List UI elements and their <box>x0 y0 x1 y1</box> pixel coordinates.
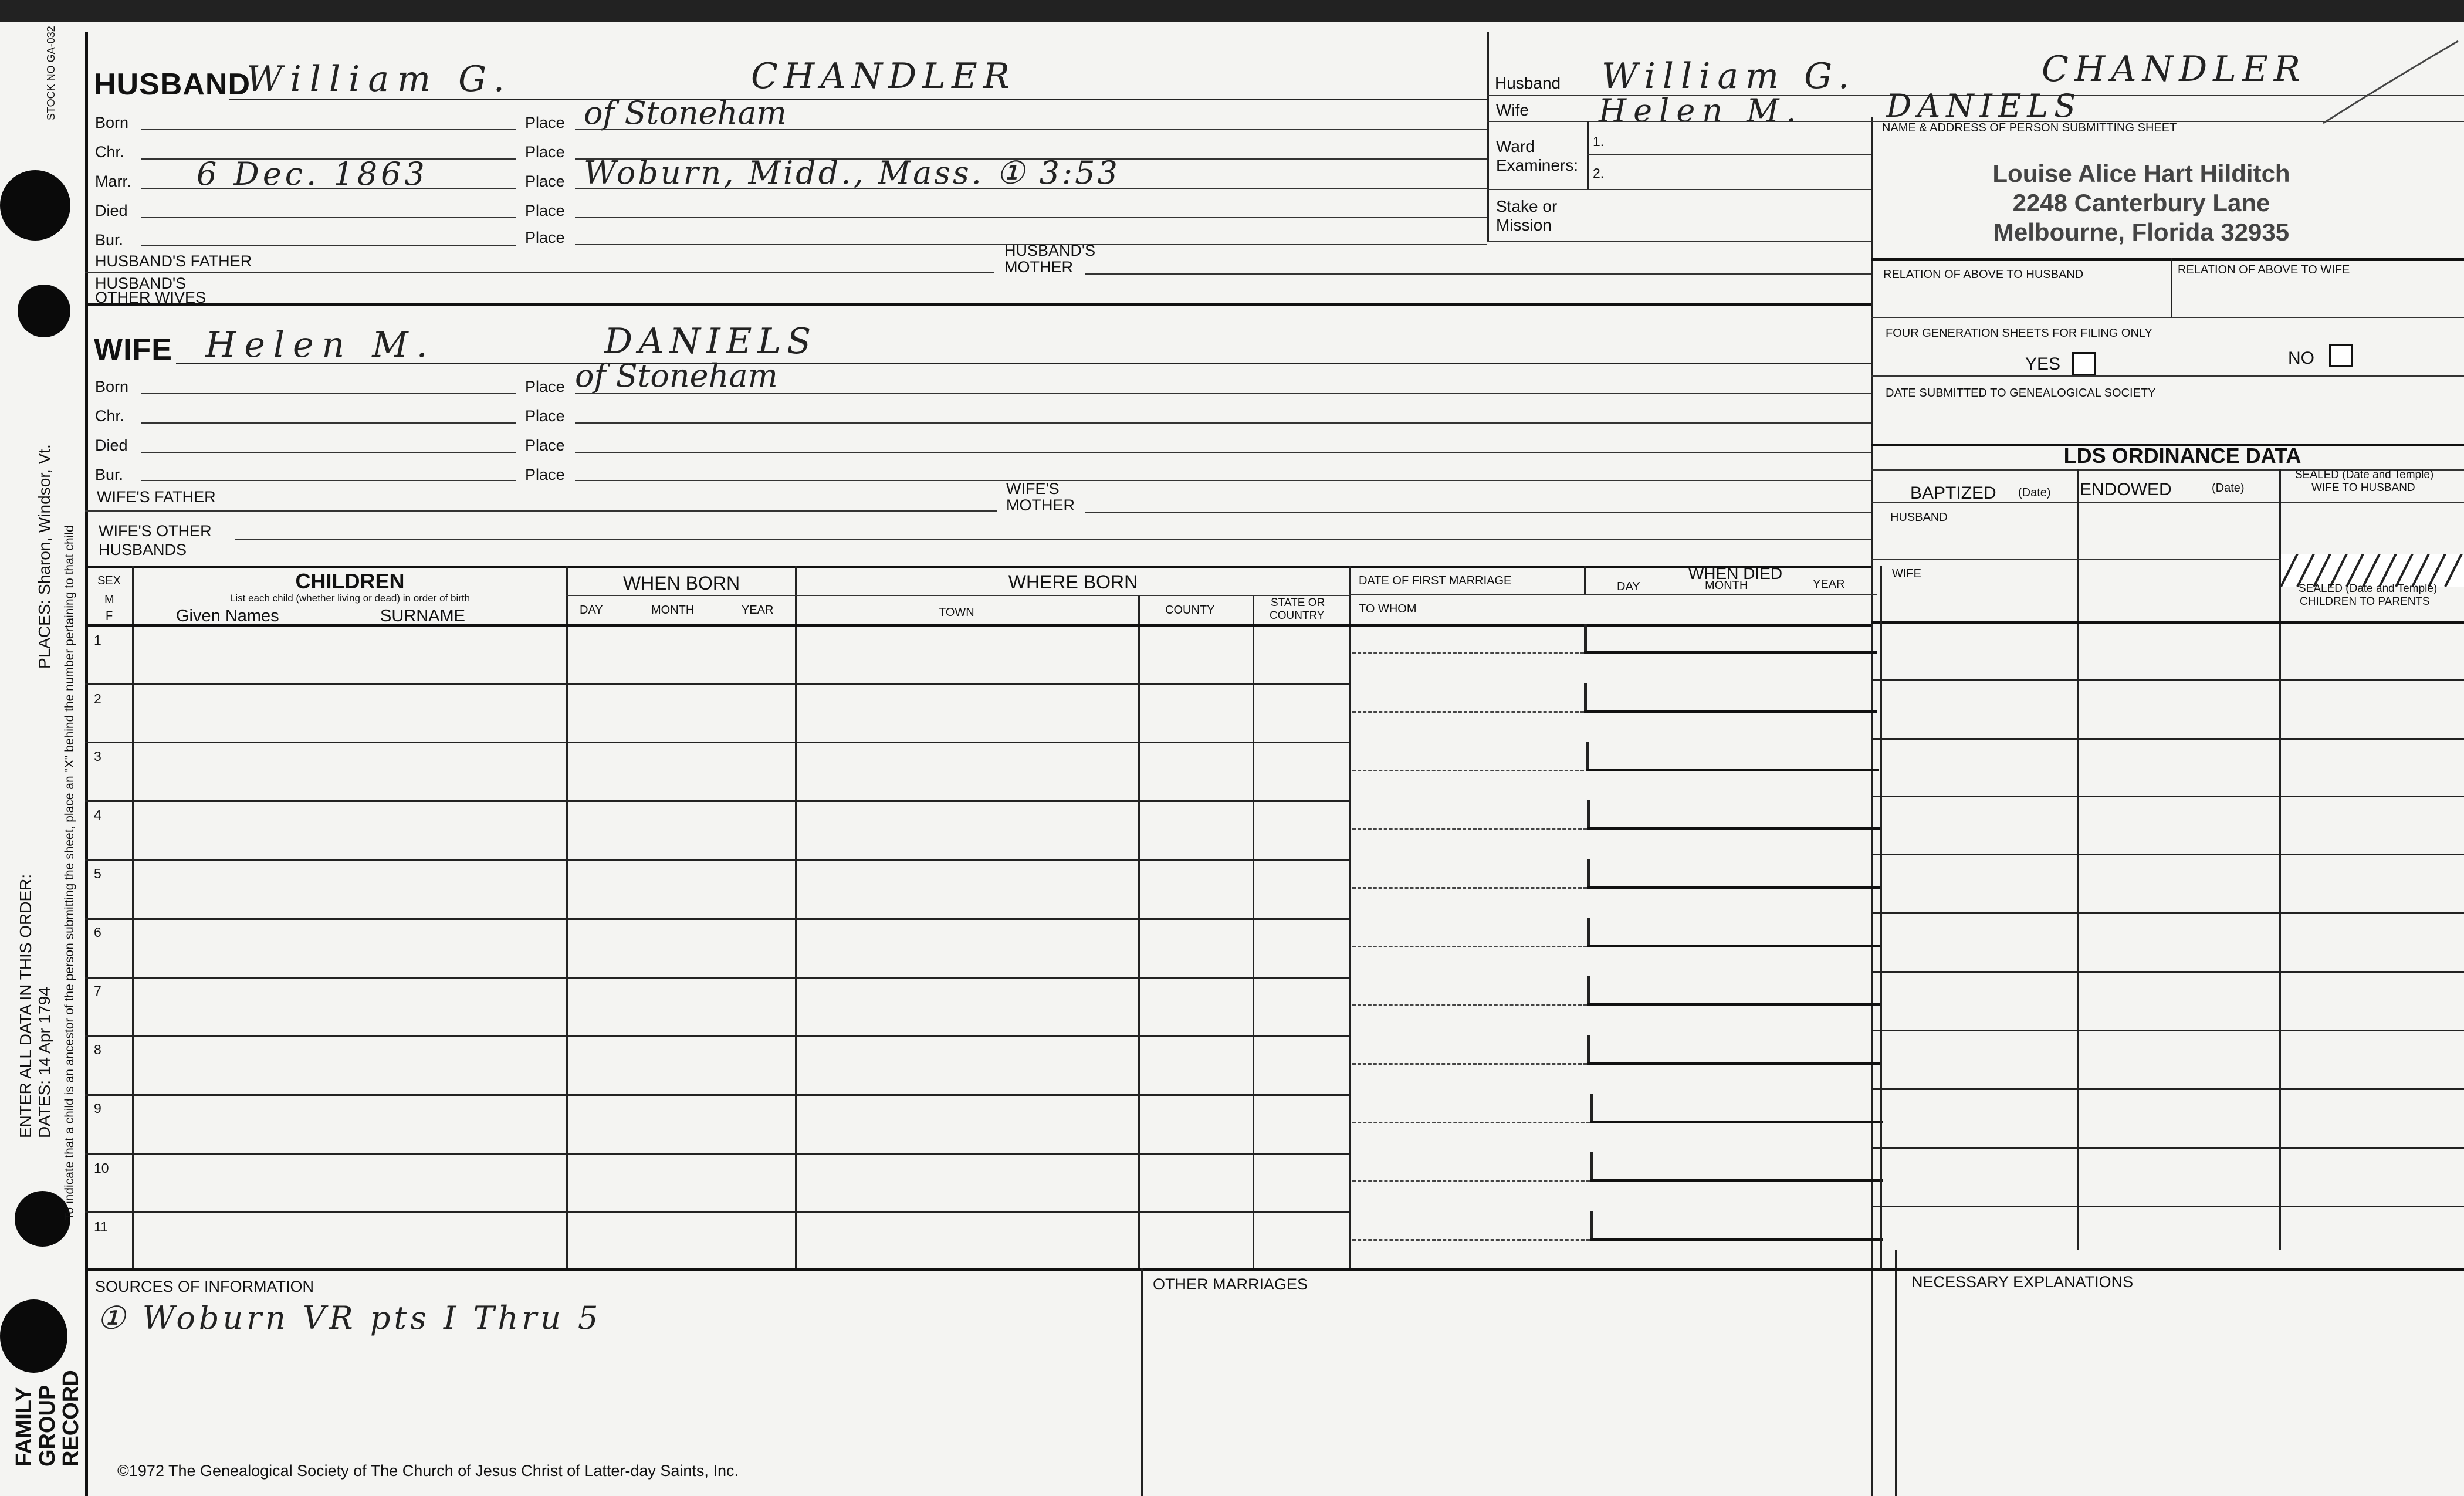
other-marriages-label: OTHER MARRIAGES <box>1153 1275 1308 1293</box>
husband-chr-label: Chr. <box>95 143 124 161</box>
child-row-number: 4 <box>94 807 101 823</box>
husband-bur-line <box>141 245 516 246</box>
born-day-label: DAY <box>580 604 603 617</box>
husbands-mother-label-2: MOTHER <box>1004 258 1073 276</box>
sex-m-label: M <box>104 593 114 606</box>
died-line <box>1590 1121 1883 1123</box>
died-line <box>1590 1238 1883 1241</box>
four-gen-label: FOUR GENERATION SHEETS FOR FILING ONLY <box>1886 327 2152 340</box>
husband-died-place-label: Place <box>525 202 565 219</box>
relation-wife-label: RELATION OF ABOVE TO WIFE <box>2178 263 2350 276</box>
stock-number: STOCK NO GA-032 <box>45 26 57 120</box>
date-submitted-label: DATE SUBMITTED TO GENEALOGICAL SOCIETY <box>1886 387 2156 400</box>
husband-marr-date: 6 Dec. 1863 <box>197 155 428 192</box>
submitter-street: 2248 Canterbury Lane <box>2012 189 2270 216</box>
col-county-divider <box>1253 596 1254 1271</box>
submitter-label: NAME & ADDRESS OF PERSON SUBMITTING SHEET <box>1882 121 2177 134</box>
when-died-heading: WHEN DIED <box>1688 564 1783 583</box>
child-row-number: 3 <box>94 749 101 764</box>
marriage-col-right <box>1880 566 1882 1270</box>
col-town-divider <box>1138 596 1140 1271</box>
lds-endowed-label: ENDOWED <box>2080 480 2172 499</box>
husband-born-place-line <box>575 129 1487 130</box>
wife-surname: DANIELS <box>604 321 817 362</box>
pen-slash-mark <box>2317 35 2464 129</box>
husband-marr-place: Woburn, Midd., Mass. ① 3:53 <box>584 154 1120 191</box>
wife-chr-line <box>141 422 516 424</box>
ward-husband-surname: CHANDLER <box>2042 49 2306 90</box>
husbands-father-line <box>85 272 994 273</box>
given-names-label: Given Names <box>176 607 279 625</box>
husbands-other-wives-label-1: HUSBAND'S <box>95 275 187 292</box>
wife-given-name: Helen M. <box>205 324 436 365</box>
wife-heading: WIFE <box>94 333 172 367</box>
wife-died-line <box>141 452 516 453</box>
lds-col-divider-1 <box>2077 469 2079 1250</box>
first-marriage-label: DATE OF FIRST MARRIAGE <box>1359 574 1512 587</box>
husband-given-name: William G. <box>246 59 513 100</box>
husband-section-bottom <box>85 303 1871 306</box>
died-line <box>1587 1062 1880 1065</box>
lds-baptized-label: BAPTIZED <box>1910 483 1996 503</box>
scan-top-border <box>0 0 2464 22</box>
examiners-bottom-line <box>1487 189 1871 190</box>
died-line <box>1587 886 1880 889</box>
died-day-label: DAY <box>1617 580 1640 593</box>
relation-husband-label: RELATION OF ABOVE TO HUSBAND <box>1883 268 2084 281</box>
lds-hatched-cell <box>2281 554 2464 587</box>
husband-born-line <box>141 129 516 130</box>
born-year-label: YEAR <box>742 604 774 617</box>
lds-baptized-date: (Date) <box>2018 486 2051 499</box>
frame-left <box>85 32 88 1496</box>
lds-sealed-wife-1: SEALED (Date and Temple) <box>2295 469 2434 481</box>
marriage-subline <box>1349 594 1877 595</box>
state-label-2: COUNTRY <box>1270 610 1325 622</box>
lds-sealed-wife-2: WIFE TO HUSBAND <box>2311 482 2415 494</box>
wife-chr-label: Chr. <box>95 407 124 425</box>
husband-born-place: of Stoneham <box>584 94 787 131</box>
husbands-mother-line <box>1085 273 1871 275</box>
husbands-other-wives-label-2: OTHER WIVES <box>95 289 207 306</box>
wifes-other-husbands-line <box>235 539 1871 540</box>
ancestor-instruction: To indicate that a child is an ancestor of the person submitting the sheet, place an "X" behind the number pertaining to that child <box>63 525 76 1220</box>
necessary-explanations-label: NECESSARY EXPLANATIONS <box>1911 1273 2134 1291</box>
examiner-1: 1. <box>1593 134 1605 149</box>
wifes-father-label: WIFE'S FATHER <box>97 488 216 506</box>
places-order: PLACES: Sharon, Windsor, Vt. <box>35 444 53 669</box>
husband-bur-label: Bur. <box>95 231 124 249</box>
relation-bottom-line <box>1871 317 2464 318</box>
marriage-line <box>1352 828 1587 830</box>
husband-died-line <box>141 217 516 218</box>
wifes-mother-label-1: WIFE'S <box>1006 480 1060 497</box>
child-row-number: 8 <box>94 1042 101 1057</box>
wife-chr-place-label: Place <box>525 407 565 425</box>
state-label-1: STATE OR <box>1271 597 1325 609</box>
wifes-other-husbands-label-2: HUSBANDS <box>99 541 187 559</box>
wife-born-line <box>141 393 516 394</box>
husband-bur-place-label: Place <box>525 229 565 246</box>
husband-section-bottom-right <box>1871 258 2464 261</box>
wife-born-place-line <box>575 393 1871 394</box>
examiner-mid-line <box>1587 154 1871 155</box>
ward-husband-label: Husband <box>1495 74 1561 92</box>
submitter-name: Louise Alice Hart Hilditch <box>1992 160 2290 187</box>
husband-chr-place-label: Place <box>525 143 565 161</box>
husband-born-label: Born <box>95 114 129 131</box>
col-children-divider <box>566 566 568 1270</box>
marriage-line <box>1352 652 1584 654</box>
lds-header-bottom <box>1871 621 2464 624</box>
died-line <box>1584 651 1877 654</box>
wife-born-place: of Stoneham <box>575 357 778 394</box>
husband-name-line <box>229 99 1487 100</box>
punch-hole <box>0 1299 67 1373</box>
marriage-line <box>1352 711 1584 713</box>
marriage-line <box>1352 1122 1590 1123</box>
punch-hole <box>0 170 70 241</box>
ward-label: Ward <box>1496 137 1535 155</box>
ward-wife-surname: DANIELS <box>1886 87 2082 124</box>
died-line <box>1586 769 1879 771</box>
county-label: COUNTY <box>1165 604 1215 617</box>
husband-marr-label: Marr. <box>95 172 131 190</box>
sources-value: ① Woburn VR pts I Thru 5 <box>97 1299 602 1336</box>
child-row-number: 10 <box>94 1160 109 1176</box>
examiners-divider <box>1587 121 1589 189</box>
wife-born-place-label: Place <box>525 378 565 395</box>
when-born-heading: WHEN BORN <box>622 573 740 594</box>
marriage-line <box>1352 770 1584 771</box>
died-line <box>1584 710 1877 713</box>
died-line <box>1587 1003 1880 1006</box>
lds-sealed-children-2: CHILDREN TO PARENTS <box>2300 595 2430 608</box>
lds-wife-label: WIFE <box>1892 567 1921 580</box>
wife-bur-place-label: Place <box>525 466 565 483</box>
child-row-number: 11 <box>94 1219 108 1234</box>
wife-bur-line <box>141 480 516 481</box>
submitter-city: Melbourne, Florida 32935 <box>1993 218 2290 246</box>
wifes-mother-label-2: MOTHER <box>1006 496 1075 514</box>
ward-wife-label: Wife <box>1496 101 1529 119</box>
where-born-subline <box>795 595 1349 596</box>
child-row-number: 9 <box>94 1101 101 1116</box>
copyright-text: ©1972 The Genealogical Society of The Church of Jesus Christ of Latter-day Saints, Inc. <box>117 1462 739 1480</box>
relation-divider <box>2171 258 2172 317</box>
husband-died-label: Died <box>95 202 128 219</box>
marriage-line <box>1352 887 1587 889</box>
husband-marr-line <box>141 188 516 189</box>
child-row-number: 5 <box>94 866 101 881</box>
children-instruction: List each child (whether living or dead) in order of birth <box>229 593 471 604</box>
died-month-label: MONTH <box>1705 579 1748 592</box>
frame-divider-right <box>1871 117 1873 1496</box>
punch-hole <box>15 1191 70 1247</box>
husband-marr-place-line <box>575 188 1487 189</box>
footer-divider-1 <box>1141 1268 1143 1496</box>
town-label: TOWN <box>939 606 974 619</box>
child-row-number: 6 <box>94 925 101 940</box>
col-sex-divider <box>132 566 134 1270</box>
child-row-number: 2 <box>94 691 101 706</box>
title-group: GROUP <box>35 1385 60 1467</box>
husband-surname: CHANDLER <box>751 56 1016 97</box>
wife-died-place-line <box>575 452 1871 453</box>
four-gen-yes-checkbox[interactable] <box>2072 352 2096 375</box>
col-state-divider <box>1349 566 1351 1270</box>
where-born-heading: WHERE BORN <box>1008 571 1138 593</box>
lds-header-line <box>1871 502 2464 503</box>
marriage-line <box>1352 946 1587 947</box>
title-record: RECORD <box>59 1370 83 1467</box>
enter-all-data: ENTER ALL DATA IN THIS ORDER: <box>16 874 35 1138</box>
marriage-line <box>1352 1063 1587 1065</box>
wifes-mother-line <box>1085 512 1871 513</box>
marriage-line <box>1352 1239 1590 1241</box>
husbands-father-label: HUSBAND'S FATHER <box>95 252 252 270</box>
sex-f-label: F <box>106 610 113 622</box>
marriage-line <box>1352 1180 1590 1182</box>
wife-bur-place-line <box>575 480 1871 481</box>
to-whom-label: TO WHOM <box>1359 603 1417 615</box>
husband-heading: HUSBAND <box>94 67 251 101</box>
wife-name-line <box>176 363 1871 364</box>
wife-born-label: Born <box>95 378 129 395</box>
died-year-label: YEAR <box>1813 578 1845 591</box>
wife-died-place-label: Place <box>525 436 565 454</box>
died-line <box>1587 945 1880 947</box>
four-gen-bottom-line <box>1871 375 2464 377</box>
frame-divider-right-lower <box>1895 1250 1897 1496</box>
wife-bur-label: Bur. <box>95 466 124 483</box>
col-when-born-divider <box>795 566 797 1270</box>
died-line <box>1590 1179 1883 1182</box>
wifes-other-husbands-label-1: WIFE'S OTHER <box>99 522 212 540</box>
ward-husband-value: William G. <box>1602 56 1856 97</box>
ward-wife-value: Helen M. <box>1599 92 1803 129</box>
child-row-number: 1 <box>94 632 101 648</box>
husband-marr-place-label: Place <box>525 172 565 190</box>
husbands-mother-label-1: HUSBAND'S <box>1004 242 1096 259</box>
frame-divider-husband <box>1487 32 1489 241</box>
lds-title: LDS ORDINANCE DATA <box>2063 444 2301 468</box>
died-line <box>1587 827 1880 830</box>
wifes-father-line <box>85 510 997 512</box>
sex-label: SEX <box>97 574 121 587</box>
husband-born-place-label: Place <box>525 114 565 131</box>
wife-chr-place-line <box>575 422 1871 424</box>
children-table-bottom <box>85 1268 2464 1271</box>
mission-label: Mission <box>1496 216 1552 234</box>
lds-husband-label: HUSBAND <box>1890 511 1948 524</box>
when-born-subline <box>566 595 795 596</box>
dates-order: DATES: 14 Apr 1794 <box>35 987 53 1138</box>
lds-endowed-date: (Date) <box>2212 482 2245 495</box>
children-heading: CHILDREN <box>295 569 405 593</box>
husband-died-place-line <box>575 217 1487 218</box>
lds-sealed-children-1: SEALED (Date and Temple) <box>2299 583 2438 595</box>
four-gen-no-label: NO <box>2288 348 2314 368</box>
children-header-bottom <box>85 624 1871 627</box>
stake-label: Stake or <box>1496 197 1558 215</box>
stake-bottom-line <box>1487 241 1871 242</box>
wife-died-label: Died <box>95 436 128 454</box>
child-row-number: 7 <box>94 983 101 999</box>
four-gen-yes-label: YES <box>2025 354 2061 374</box>
sources-label: SOURCES OF INFORMATION <box>95 1278 314 1295</box>
examiners-label: Examiners: <box>1496 156 1579 174</box>
four-gen-no-checkbox[interactable] <box>2329 344 2353 367</box>
examiner-2: 2. <box>1593 165 1605 181</box>
punch-hole <box>18 285 70 337</box>
surname-label: SURNAME <box>380 607 466 625</box>
title-family: FAMILY <box>12 1387 36 1467</box>
born-month-label: MONTH <box>651 604 695 617</box>
marriage-line <box>1352 1004 1587 1006</box>
